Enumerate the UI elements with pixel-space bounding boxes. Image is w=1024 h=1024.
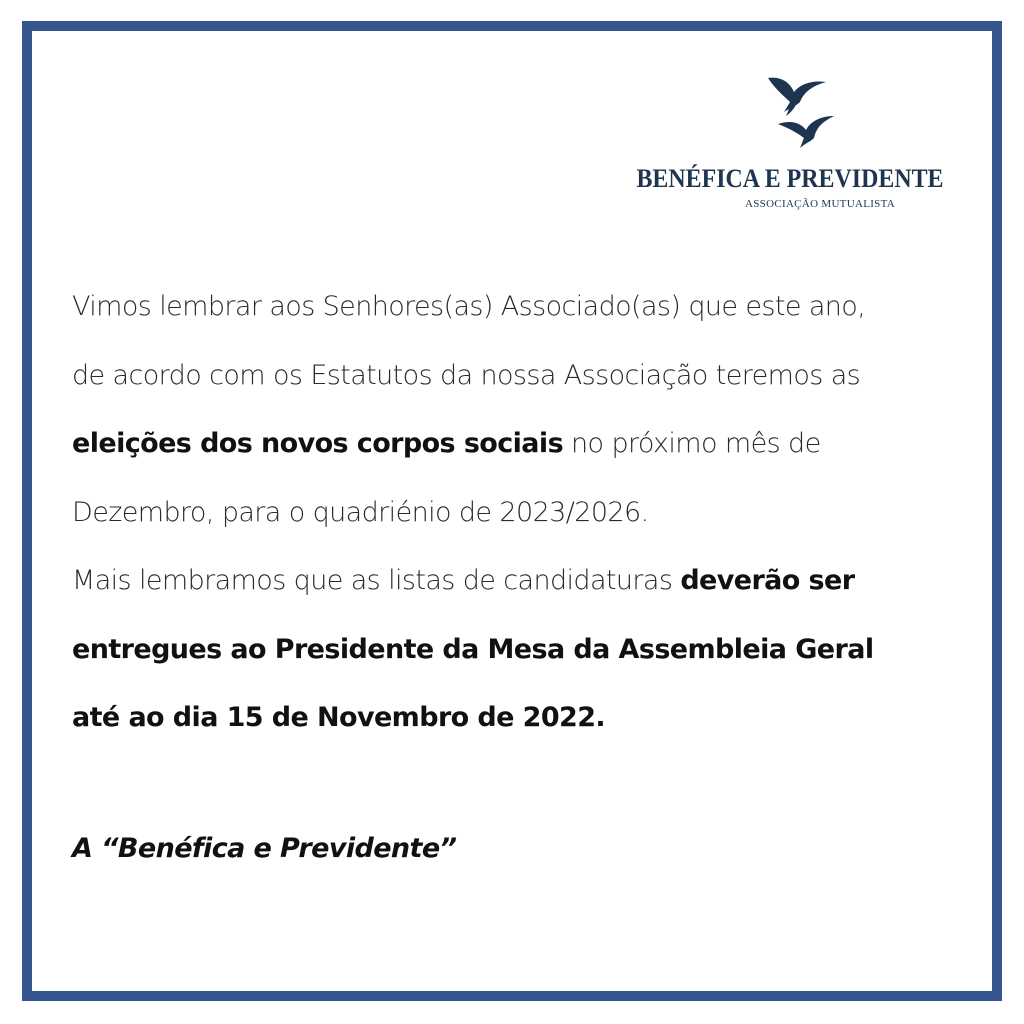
notice-highlight: entregues ao Presidente da Mesa da Assembleia Geral <box>72 633 874 665</box>
notice-highlight: deverão ser <box>680 565 855 596</box>
notice-line-3 <box>72 419 952 488</box>
notice-text: Mais lembramos que as listas de candidaturas <box>72 565 681 596</box>
signature: A “Benéfica e Previdente” <box>72 833 457 864</box>
association-logo <box>610 70 970 220</box>
logo-subtitle: ASSOCIAÇÃO MUTUALISTA <box>745 198 895 210</box>
notice-highlight: até ao dia 15 de Novembro de 2022. <box>72 702 606 733</box>
notice-line-7 <box>72 693 952 762</box>
swallow-birds-icon <box>760 72 840 152</box>
notice-text: no próximo mês de <box>563 428 821 459</box>
notice-text: Dezembro, para o quadriénio de 2023/2026. <box>72 496 649 528</box>
notice-highlight: eleições dos novos corpos sociais <box>72 428 564 459</box>
notice-body <box>72 282 952 762</box>
notice-line-5 <box>72 556 952 625</box>
notice-line-6 <box>72 625 952 694</box>
notice-text: Vimos lembrar aos Senhores(as) Associado(as) que este ano, <box>72 291 866 322</box>
notice-line-1 <box>72 282 952 351</box>
notice-line-4 <box>72 488 952 557</box>
notice-line-2 <box>72 351 952 420</box>
logo-title: BENÉFICA E PREVIDENTE <box>636 164 944 193</box>
notice-text: de acordo com os Estatutos da nossa Associação teremos as <box>72 359 861 391</box>
